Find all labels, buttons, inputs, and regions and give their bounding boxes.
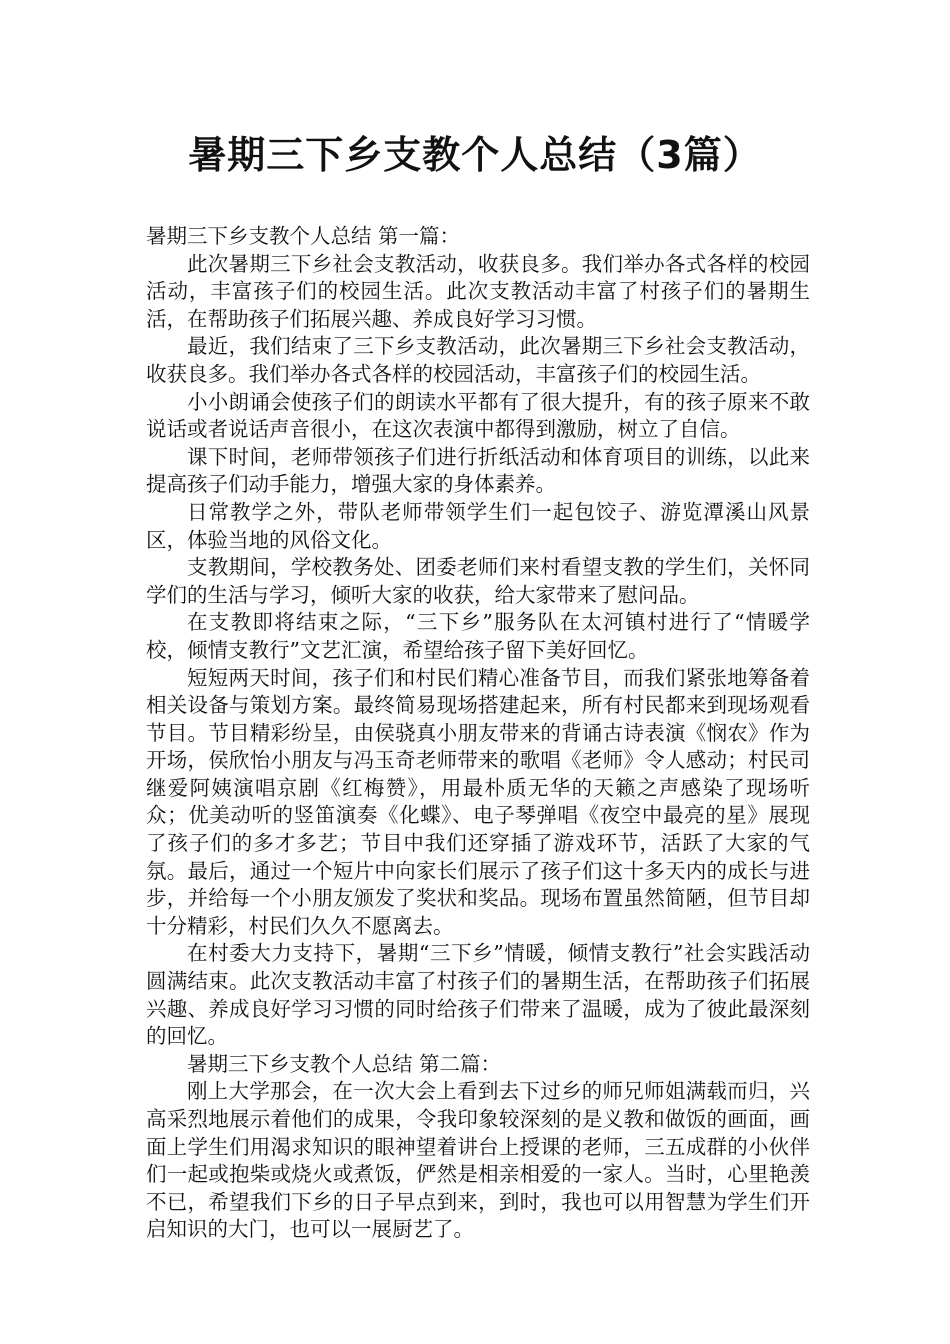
paragraph: 在村委大力支持下，暑期“三下乡”情暖，倾情支教行”社会实践活动圆满结束。此次支教活动丰富了村孩子们的暑期生活，在帮助孩子们拓展兴趣、养成良好学习习惯的同时给孩子们带来了温暖，成为了彼此最深刻的回忆。 (146, 941, 810, 1049)
document-title: 暑期三下乡支教个人总结（3篇） (188, 133, 762, 177)
paragraph: 刚上大学那会，在一次大会上看到去下过乡的师兄师姐满载而归，兴高采烈地展示着他们的成果，令我印象较深刻的是义教和做饭的画面，画面上学生们用渴求知识的眼神望着讲台上授课的老师，三五成群的小伙伴们一起或抱柴或烧火或煮饭，俨然是相亲相爱的一家人。当时，心里艳羡不已，希望我们下乡的日子早点到来，到时，我也可以用智慧为学生们开启知识的大门，也可以一展厨艺了。 (146, 1079, 810, 1242)
section-heading-1: 暑期三下乡支教个人总结 第一篇： (146, 224, 461, 248)
section-heading-2: 暑期三下乡支教个人总结 第二篇： (187, 1051, 502, 1076)
paragraph: 课下时间，老师带领孩子们进行折纸活动和体育项目的训练，以此来提高孩子们动手能力，增强大家的身体素养。 (146, 444, 810, 497)
paragraph: 在支教即将结束之际，“三下乡”服务队在太河镇村进行了“情暖学校，倾情支教行”文艺汇演，希望给孩子留下美好回忆。 (146, 610, 810, 662)
paragraph: 日常教学之外，带队老师带领学生们一起包饺子、游览潭溪山风景区，体验当地的风俗文化。 (146, 499, 810, 552)
document-body (146, 223, 810, 1244)
paragraph: 最近，我们结束了三下乡支教活动，此次暑期三下乡社会支教活动，收获良多。我们举办各式各样的校园活动，丰富孩子们的校园生活。 (146, 334, 810, 386)
paragraph: 小小朗诵会使孩子们的朗读水平都有了很大提升，有的孩子原来不敢说话或者说话声音很小，在这次表演中都得到激励，树立了自信。 (146, 389, 810, 442)
paragraph: 此次暑期三下乡社会支教活动，收获良多。我们举办各式各样的校园活动，丰富孩子们的校园生活。此次支教活动丰富了村孩子们的暑期生活，在帮助孩子们拓展兴趣、养成良好学习习惯。 (146, 251, 810, 331)
paragraph: 支教期间，学校教务处、团委老师们来村看望支教的学生们，关怀同学们的生活与学习，倾听大家的收获，给大家带来了慰问品。 (146, 555, 810, 607)
paragraph: 短短两天时间，孩子们和村民们精心准备节目，而我们紧张地筹备着相关设备与策划方案。最终简易现场搭建起来，所有村民都来到现场观看节目。节目精彩纷呈，由侯骁真小朋友带来的背诵古诗表演《悯农》作为开场，侯欣怡小朋友与冯玉奇老师带来的歌唱《老师》令人感动；村民司继爱阿姨演唱京剧《红梅赞》，用最朴质无华的天籁之声感染了现场听众；优美动听的竖笛演奏《化蝶》、电子琴弹唱《夜空中最亮的星》展现了孩子们的多才多艺；节目中我们还穿插了游戏环节，活跃了大家的气氛。最后，通过一个短片中向家长们展示了孩子们这十多天内的成长与进步，并给每一个小朋友颁发了奖状和奖品。现场布置虽然简陋，但节目却十分精彩，村民们久久不愿离去。 (146, 665, 810, 938)
